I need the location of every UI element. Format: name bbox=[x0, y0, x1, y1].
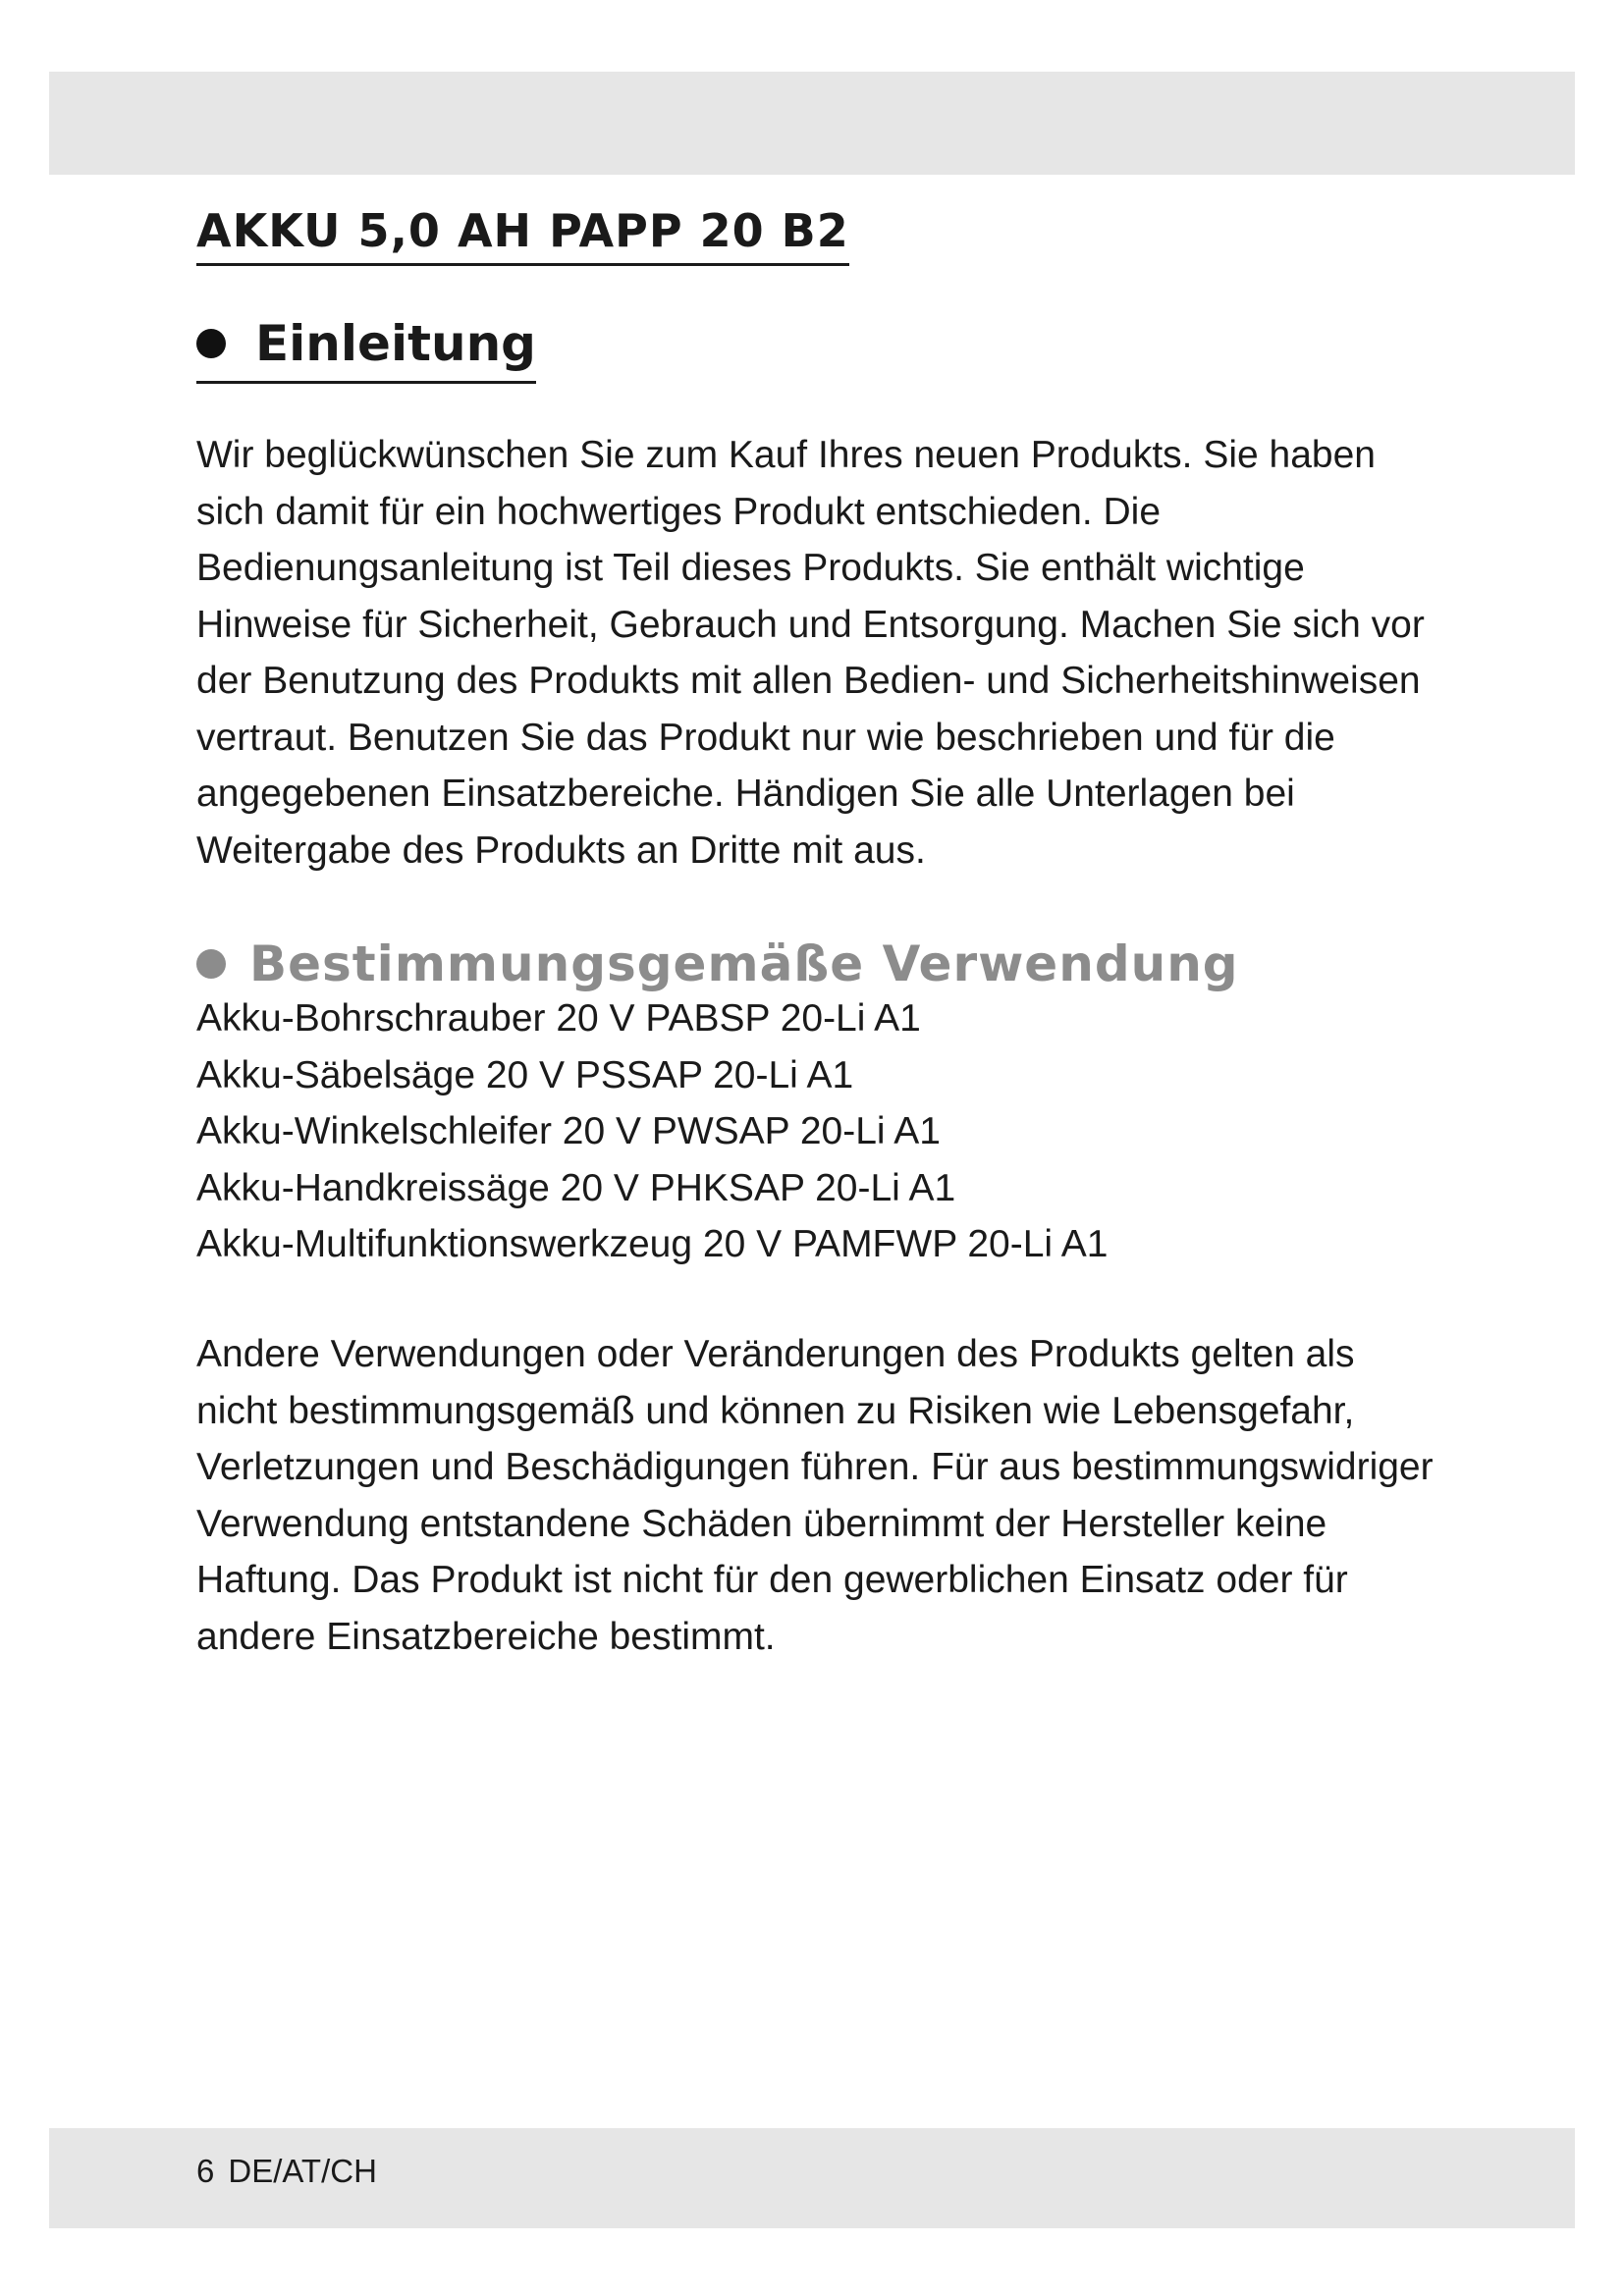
paragraph-line: Hinweise für Sicherheit, Gebrauch und Entsorgung. Machen Sie sich vor bbox=[196, 603, 1425, 646]
model-list bbox=[196, 990, 1108, 1273]
list-item: Akku-Säbelsäge 20 V PSSAP 20-Li A1 bbox=[196, 1053, 854, 1096]
paragraph-line: angegebenen Einsatzbereiche. Händigen Sie alle Unterlagen bei bbox=[196, 773, 1295, 815]
paragraph-line: Wir beglückwünschen Sie zum Kauf Ihres neuen Produkts. Sie haben bbox=[196, 434, 1377, 476]
paragraph-line: Verletzungen und Beschädigungen führen. Für aus bestimmungswidriger bbox=[196, 1446, 1434, 1488]
country-codes: DE/AT/CH bbox=[228, 2153, 377, 2189]
section-heading-intended-use-label: Bestimmungsgemäße Verwendung bbox=[249, 935, 1239, 992]
paragraph-line: Bedienungsanleitung ist Teil dieses Produkts. Sie enthält wichtige bbox=[196, 547, 1305, 589]
section-heading-intro-label: Einleitung bbox=[255, 315, 536, 372]
list-item: Akku-Multifunktionswerkzeug 20 V PAMFWP 20-Li A1 bbox=[196, 1223, 1109, 1265]
paragraph-line: Weitergabe des Produkts an Dritte mit aus. bbox=[196, 828, 926, 872]
intro-paragraph bbox=[196, 427, 1492, 879]
paragraph-line: vertraut. Benutzen Sie das Produkt nur wie beschrieben und für die bbox=[196, 716, 1335, 759]
paragraph-line: Andere Verwendungen oder Veränderungen des Produkts gelten als bbox=[196, 1333, 1355, 1375]
bullet-icon bbox=[196, 329, 226, 358]
section-heading-intended-use bbox=[196, 933, 1239, 995]
bullet-icon bbox=[196, 949, 226, 979]
paragraph-line: andere Einsatzbereiche bestimmt. bbox=[196, 1615, 776, 1658]
paragraph-line: nicht bestimmungsgemäß und können zu Risiken wie Lebensgefahr, bbox=[196, 1389, 1355, 1432]
list-item: Akku-Handkreissäge 20 V PHKSAP 20-Li A1 bbox=[196, 1166, 956, 1209]
intended-use-paragraph bbox=[196, 1326, 1492, 1665]
header-band bbox=[49, 72, 1575, 175]
paragraph-line: Haftung. Das Produkt ist nicht für den gewerblichen Einsatz oder für bbox=[196, 1559, 1348, 1601]
list-item: Akku-Winkelschleifer 20 V PWSAP 20-Li A1 bbox=[196, 1110, 941, 1152]
list-item: Akku-Bohrschrauber 20 V PABSP 20-Li A1 bbox=[196, 997, 921, 1040]
page-number: 6 bbox=[196, 2153, 215, 2189]
paragraph-line: sich damit für ein hochwertiges Produkt entschieden. Die bbox=[196, 490, 1162, 533]
document-title: AKKU 5,0 AH PAPP 20 B2 bbox=[196, 202, 849, 266]
page-footer bbox=[196, 2150, 377, 2193]
paragraph-line: der Benutzung des Produkts mit allen Bedien- und Sicherheitshinweisen bbox=[196, 660, 1421, 702]
paragraph-line: Verwendung entstandene Schäden übernimmt der Hersteller keine bbox=[196, 1502, 1327, 1545]
section-heading-intro bbox=[196, 312, 536, 384]
